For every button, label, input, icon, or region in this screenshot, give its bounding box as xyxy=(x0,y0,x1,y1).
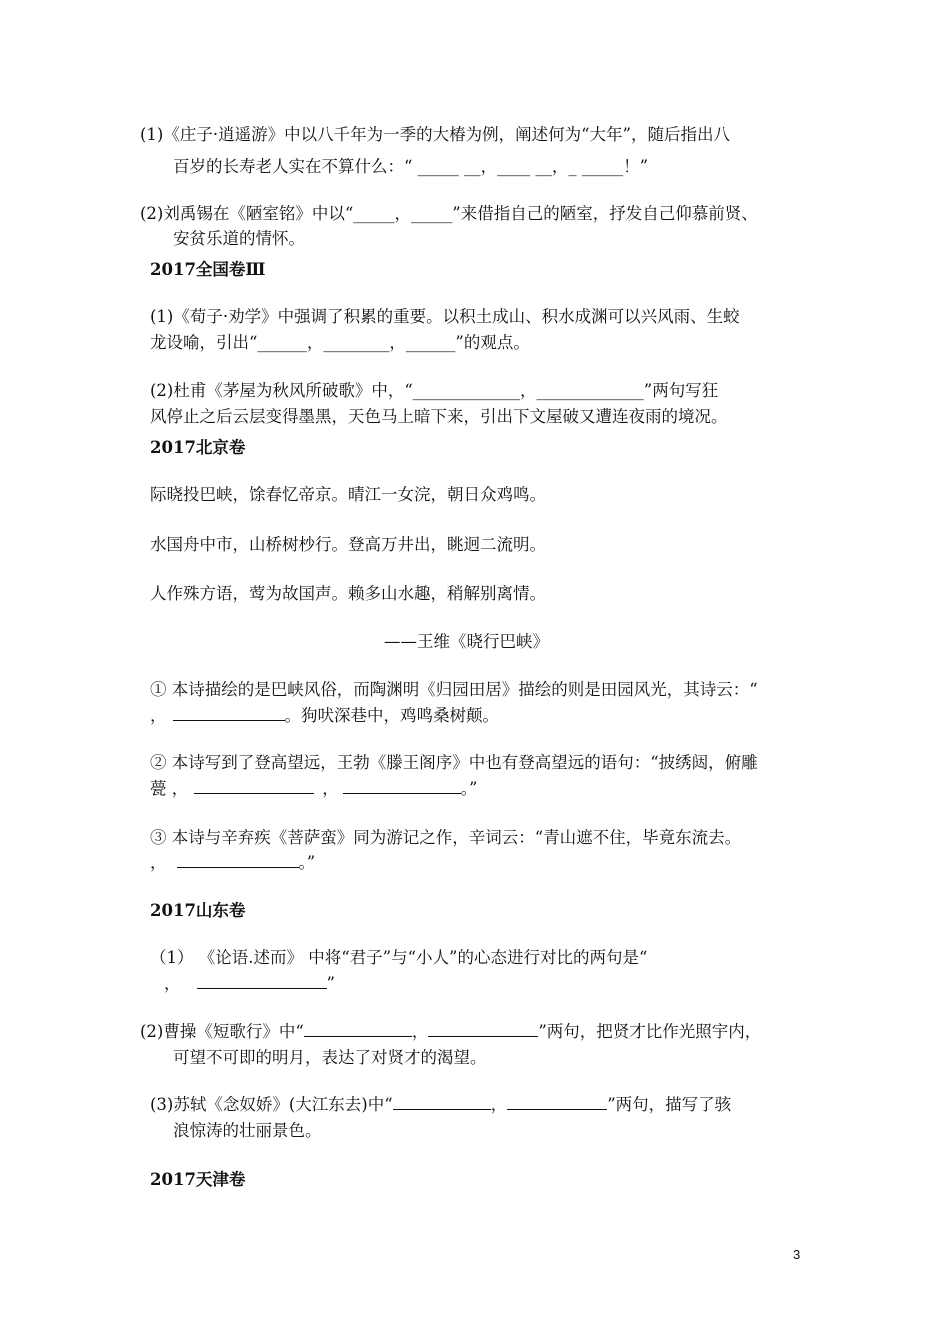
answer-blank[interactable] xyxy=(343,778,461,794)
qg1-line1: (1)《荀子·劝学》中强调了积累的重要。以积土成山、积水成渊可以兴风雨、生蛟 xyxy=(150,307,740,326)
answer-blank[interactable] xyxy=(173,705,285,721)
answer-blank[interactable] xyxy=(507,1094,607,1110)
answer-blank[interactable] xyxy=(393,1094,491,1110)
poem-line3: 人作殊方语，莺为故国声。赖多山水趣，稍解别离情。 xyxy=(150,584,546,603)
sd1-end: ” xyxy=(326,974,335,993)
section-heading-shandong: 2017山东卷 xyxy=(150,901,246,920)
q2-line1: (2)刘禹锡在《陋室铭》中以“_____，_____”来借指自己的陋室，抒发自己仰慕前贤、 xyxy=(140,204,758,223)
sd3-line2: 浪惊涛的壮丽景色。 xyxy=(173,1121,322,1140)
bj3-line2 xyxy=(150,852,315,874)
bj1-line2 xyxy=(150,705,499,727)
sd1-line2 xyxy=(164,973,335,995)
answer-blank[interactable] xyxy=(304,1021,412,1037)
q2-line2: 安贫乐道的情怀。 xyxy=(173,229,305,248)
bj3-comma: ， xyxy=(150,853,167,872)
sd2-mid: ， xyxy=(411,1022,429,1041)
answer-blank[interactable] xyxy=(197,973,327,989)
sd3-pre: (3)苏轼《念奴娇》(大江东去)中“ xyxy=(150,1095,393,1114)
bj1-comma: ， xyxy=(150,706,167,725)
sd3-line1 xyxy=(150,1094,731,1116)
qg1-line2: 龙设喻，引出“______，________，______”的观点。 xyxy=(150,333,530,352)
answer-blank[interactable] xyxy=(428,1021,538,1037)
section-heading-quanguo3: 2017全国卷Ⅲ xyxy=(150,260,266,279)
q1-line2: 百岁的长寿老人实在不算什么：“ _____ __，____ __，_ _____！” xyxy=(173,157,649,176)
bj3-line1: ③ 本诗与辛弃疾《菩萨蛮》同为游记之作，辛词云：“青山遮不住，毕竟东流去。 xyxy=(150,828,742,847)
page-number: 3 xyxy=(793,1247,801,1262)
section-heading-beijing: 2017北京卷 xyxy=(150,438,246,457)
sd2-pre: (2)曹操《短歌行》中“ xyxy=(140,1022,304,1041)
qg2-line1: (2)杜甫《茅屋为秋风所破歌》中，“_____________，_____________”两句写狂 xyxy=(150,381,719,400)
bj1-after: 。狗吠深巷中，鸡鸣桑树颠。 xyxy=(284,706,499,725)
section-heading-tianjin: 2017天津卷 xyxy=(150,1170,246,1189)
sd3-post: ”两句，描写了骇 xyxy=(607,1095,732,1114)
poem-line2: 水国舟中市，山桥树杪行。登高万井出，眺迥二流明。 xyxy=(150,535,546,554)
sd1-comma: ， xyxy=(164,974,181,993)
bj2-line1: ② 本诗写到了登高望远，王勃《滕王阁序》中也有登高望远的语句：“披绣闼，俯雕 xyxy=(150,753,758,772)
sd2-line2: 可望不可即的明月，表达了对贤才的渴望。 xyxy=(173,1048,487,1067)
qg2-line2: 风停止之后云层变得墨黑，天色马上暗下来，引出下文屋破又遭连夜雨的境况。 xyxy=(150,407,728,426)
bj2-mid: ， xyxy=(322,779,339,798)
bj2-end: 。” xyxy=(460,779,478,798)
answer-blank[interactable] xyxy=(194,778,314,794)
poem-author: ——王维《晓行巴峡》 xyxy=(384,632,549,651)
sd1-line1: （1） 《论语.述而》 中将“君子”与“小人”的心态进行对比的两句是“ xyxy=(150,948,648,967)
bj2-pre: 甍 ， xyxy=(150,779,189,798)
poem-line1: 际晓投巴峡，馀春忆帝京。晴江一女浣，朝日众鸡鸣。 xyxy=(150,485,546,504)
sd2-post: ”两句，把贤才比作光照宇内， xyxy=(538,1022,762,1041)
q1-line1: (1)《庄子·逍遥游》中以八千年为一季的大椿为例，阐述何为“大年”，随后指出八 xyxy=(140,125,730,144)
bj3-end: 。” xyxy=(298,853,316,872)
sd3-mid: ， xyxy=(490,1095,508,1114)
bj2-line2 xyxy=(150,778,477,800)
answer-blank[interactable] xyxy=(177,852,299,868)
bj1-line1: ① 本诗描绘的是巴峡风俗，而陶渊明《归园田居》描绘的则是田园风光，其诗云：“ xyxy=(150,680,758,699)
sd2-line1 xyxy=(140,1021,761,1043)
